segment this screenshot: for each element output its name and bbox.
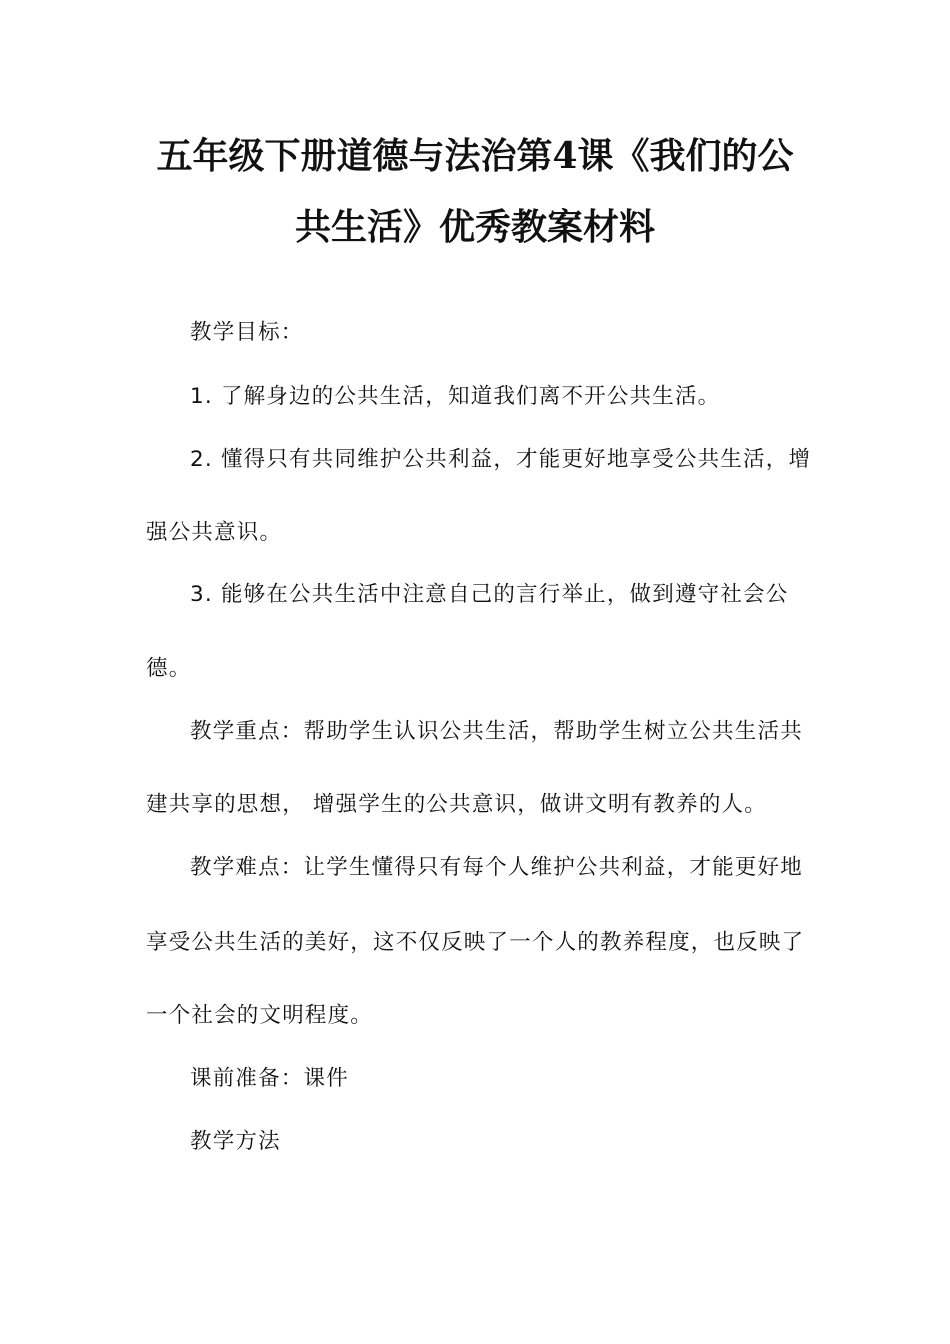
objective-3-line-2: 德。	[146, 656, 192, 681]
difficulties-line-3: 一个社会的文明程度。	[146, 1003, 374, 1028]
title-line-2: 共生活》优秀教案材料	[294, 206, 655, 248]
section-heading-methods: 教学方法	[190, 1129, 281, 1154]
objective-2-line-2: 强公共意识。	[146, 520, 283, 545]
difficulties-line-1: 教学难点：让学生懂得只有每个人维护公共利益，才能更好地	[190, 855, 803, 880]
title-line-1: 五年级下册道德与法治第4课《我们的公	[156, 135, 794, 177]
difficulties-line-2: 享受公共生活的美好，这不仅反映了一个人的教养程度，也反映了	[146, 930, 805, 955]
key-points-line-1: 教学重点：帮助学生认识公共生活，帮助学生树立公共生活共	[190, 719, 803, 744]
objective-3-line-1: 3. 能够在公共生活中注意自己的言行举止，做到遵守社会公	[190, 582, 789, 607]
objective-1: 1. 了解身边的公共生活，知道我们离不开公共生活。	[190, 384, 721, 409]
section-heading-objectives: 教学目标：	[190, 320, 304, 345]
preparation: 课前准备：课件	[190, 1066, 349, 1091]
key-points-line-2: 建共享的思想， 增强学生的公共意识，做讲文明有教养的人。	[146, 792, 767, 817]
objective-2-line-1: 2. 懂得只有共同维护公共利益，才能更好地享受公共生活，增	[190, 447, 812, 472]
